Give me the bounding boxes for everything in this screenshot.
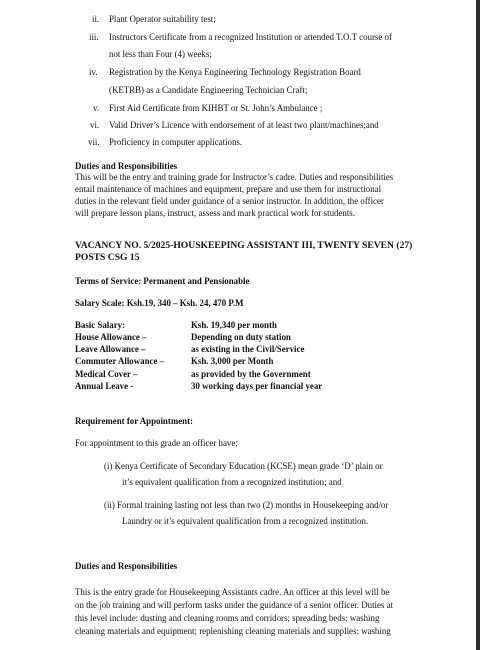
allowance-value: as provided by the Government xyxy=(191,369,311,379)
paragraph-line: This will be the entry and training grade for Instructor’s cadre. Duties and responsibilities xyxy=(75,172,394,182)
list-item-text: First Aid Certificate from KIHBT or St. John’s Ambulance ; xyxy=(109,103,323,113)
vacancy-title: VACANCY NO. 5/2025-HOUSKEEPING ASSISTANT III, TWENTY SEVEN (27) xyxy=(75,240,413,251)
list-item-text: Proficiency in computer applications. xyxy=(109,137,243,147)
paragraph-line: on the job training and will perform tasks under the guidance of a senior officer. Duties at xyxy=(75,600,394,610)
salary-scale: Salary Scale: Ksh.19, 340 – Ksh. 24, 470 P.M xyxy=(75,298,244,308)
list-item-text: Instructors Certificate from a recognized Institution or attended T.O.T course of xyxy=(109,32,392,42)
list-number: ii. xyxy=(92,14,100,24)
allowance-label: Leave Allowance – xyxy=(75,344,146,354)
section-heading: Duties and Responsibilities xyxy=(75,561,178,571)
paragraph-line: duties in the relevant field under guidance of a senior instructor. In addition, the officer xyxy=(75,196,384,206)
list-number: v. xyxy=(93,103,100,113)
allowance-label: Annual Leave - xyxy=(75,381,134,391)
list-item-text: Registration by the Kenya Engineering Technology Registration Board xyxy=(109,67,361,77)
allowance-label: Basic Salary: xyxy=(75,320,126,330)
allowance-label: House Allowance – xyxy=(75,332,147,342)
requirement-item: it’s equivalent qualification from a recognized institution; and xyxy=(122,477,342,487)
list-number: vi. xyxy=(90,120,100,130)
paragraph-line: cleaning materials and equipment; replenishing cleaning materials and supplies: washing xyxy=(75,626,391,636)
paragraph-line: this level include: dusting and cleaning rooms and corridors; spreading beds; washing xyxy=(75,613,380,623)
requirement-item: Laundry or it’s equivalent qualification from a recognized institution. xyxy=(122,516,369,526)
paragraph-line: will prepare lesson plans, instruct, assess and mark practical work for students. xyxy=(75,208,355,218)
list-item-text: Valid Driver’s Licence with endorsement of at least two plant/machines;and xyxy=(109,120,379,130)
list-number: vii. xyxy=(88,137,100,147)
allowance-value: Ksh. 19,340 per month xyxy=(191,320,277,330)
allowance-value: Depending on duty station xyxy=(191,332,291,342)
list-number: iv. xyxy=(89,67,98,77)
section-heading: Requirement for Appointment: xyxy=(75,416,193,426)
paragraph-line: entail maintenance of machines and equipment, prepare and use them for instructional xyxy=(75,184,382,194)
list-number: iii. xyxy=(89,32,99,42)
vacancy-title: POSTS CSG 15 xyxy=(75,252,140,263)
paragraph-line: This is the entry grade for Housekeeping Assistants cadre. An officer at this level will be xyxy=(75,587,390,597)
allowance-value: as existing in the Civil/Service xyxy=(191,344,305,354)
allowance-value: Ksh. 3,000 per Month xyxy=(191,356,274,366)
section-heading: Duties and Responsibilities xyxy=(75,161,178,171)
viewer-edge-bar xyxy=(476,0,480,650)
requirement-item: (i) Kenya Certificate of Secondary Education (KCSE) mean grade ‘D’ plain or xyxy=(104,461,383,471)
list-item-text: not less than Four (4) weeks; xyxy=(109,49,212,59)
list-item-text: (KETRB) as a Candidate Engineering Technician Craft; xyxy=(109,85,308,95)
list-item-text: Plant Operator suitability test; xyxy=(109,14,216,24)
allowance-value: 30 working days per financial year xyxy=(191,381,323,391)
requirements-intro: For appointment to this grade an officer have; xyxy=(75,438,238,448)
allowance-label: Commuter Allowance – xyxy=(75,356,165,366)
requirement-item: (ii) Formal training lasting not less than two (2) months in Housekeeping and/or xyxy=(104,500,389,510)
allowance-label: Medical Cover – xyxy=(75,369,138,379)
terms-of-service: Terms of Service: Permanent and Pensionable xyxy=(75,276,250,286)
